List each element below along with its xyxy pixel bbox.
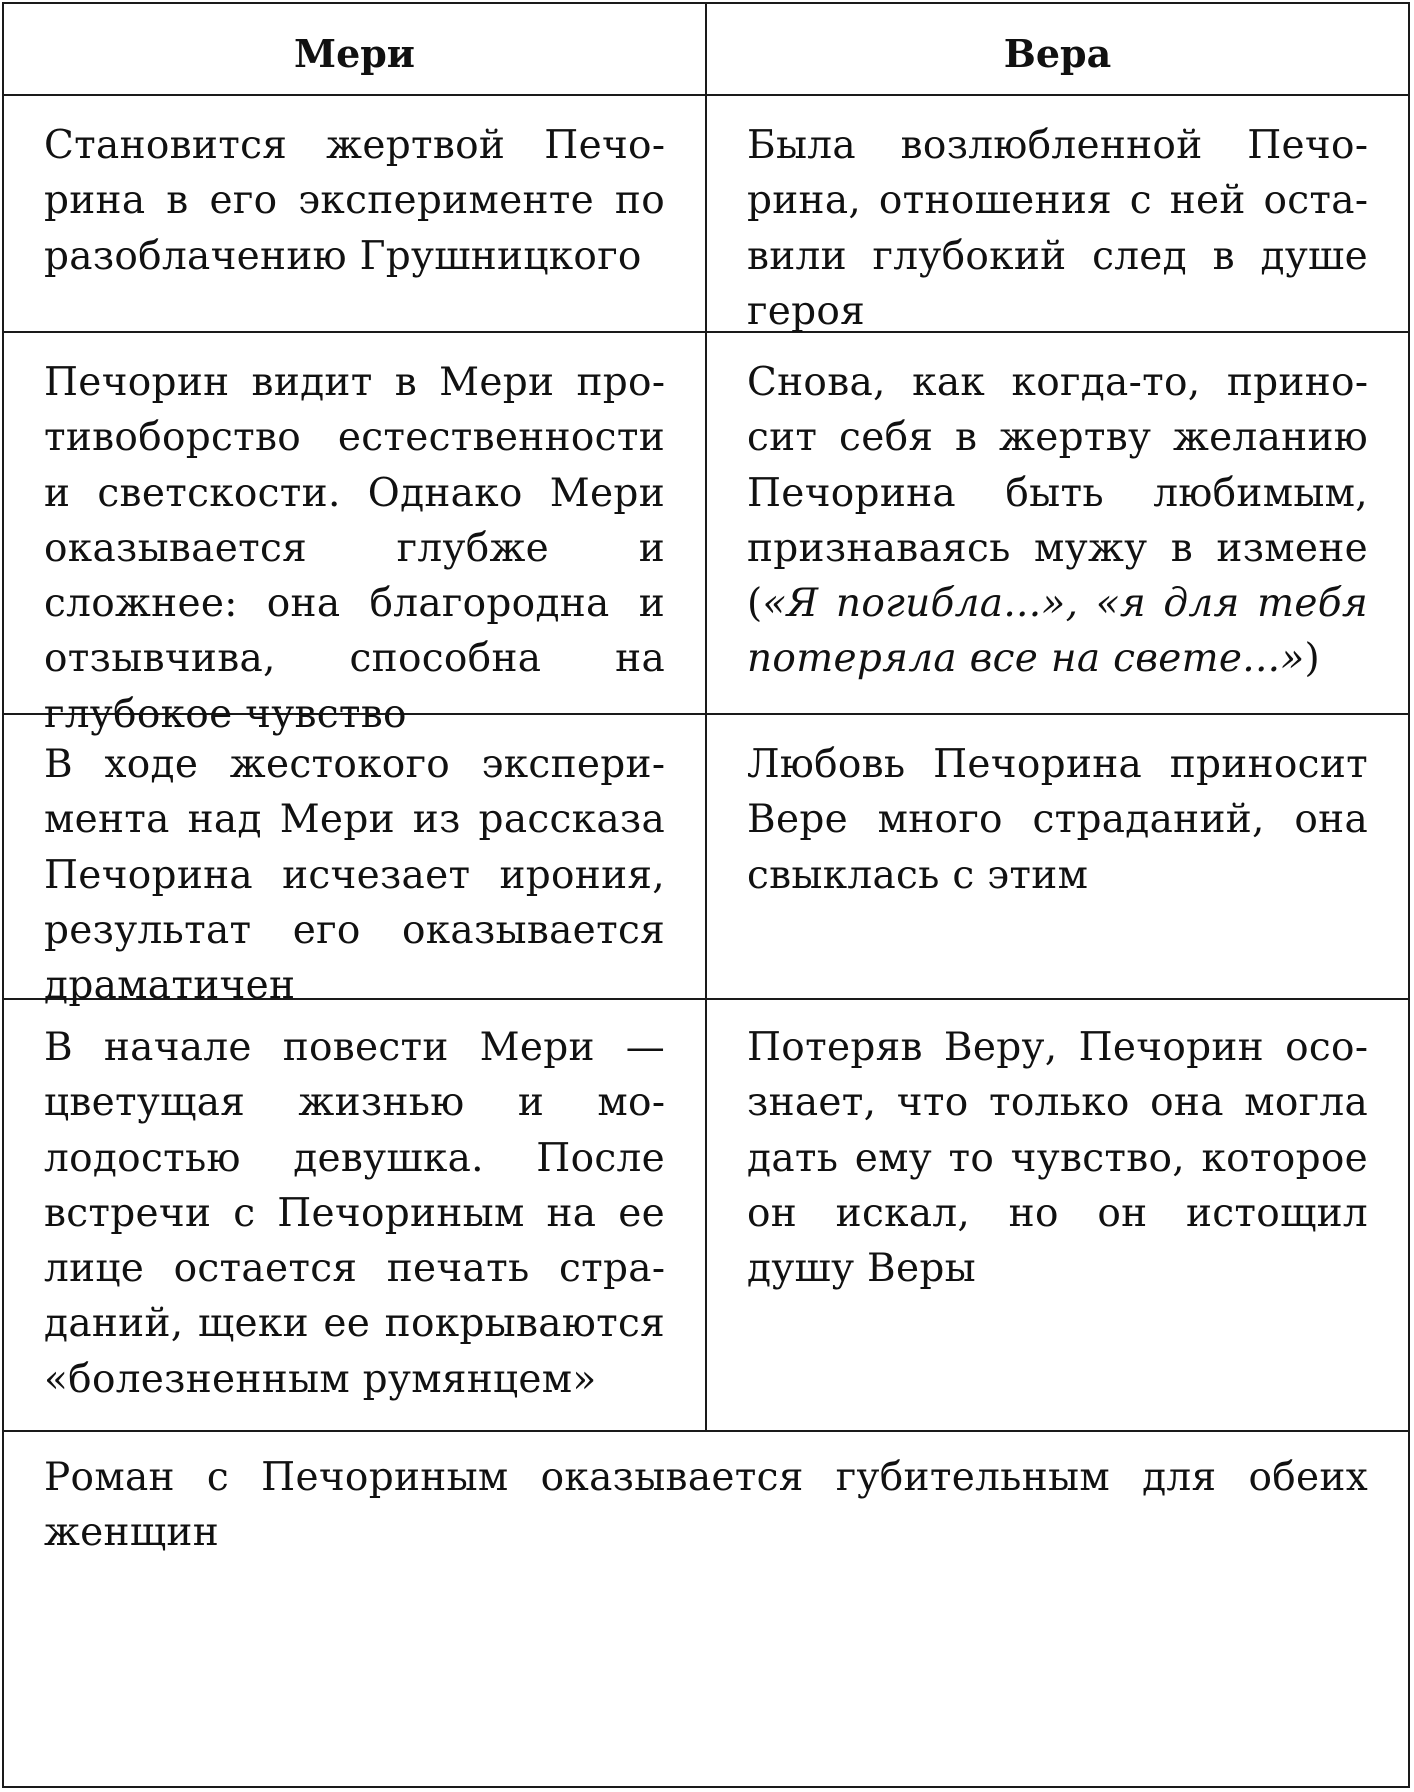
header-vera: Вера bbox=[1003, 31, 1112, 76]
table-row bbox=[4, 333, 1408, 737]
cell-text bbox=[747, 355, 1368, 687]
cell-text-suffix: ) bbox=[1304, 636, 1321, 682]
table-footer-row bbox=[4, 1432, 1408, 1785]
table-cell-mary bbox=[4, 333, 707, 737]
footer-text: Роман с Печориным оказывается губительным для обеих женщин bbox=[44, 1455, 1368, 1556]
cell-text: В ходе жестокого эксперимента над Мери из рассказа Печорина исчезает ирония, результат его оказывается драматичен bbox=[44, 742, 665, 1009]
table-row bbox=[4, 715, 1408, 1009]
table-row bbox=[4, 96, 1408, 333]
cell-text-quote: «Я погибла...», «я для тебя потеряла все на свете...» bbox=[747, 581, 1368, 682]
cell-text-prefix: Снова, как когда-то, приносит себя в жертву желанию Печорина быть любимым, признаваясь мужу в измене ( bbox=[747, 360, 1368, 627]
cell-text: Печорин видит в Мери противоборство естественности и светскости. Однако Мери оказывается глубже и сложнее: она благородна и отзывчива, способна на глубокое чувство bbox=[44, 360, 665, 737]
cell-text: Любовь Печорина приносит Вере много страданий, она свыклась с этим bbox=[747, 742, 1368, 898]
cell-text: В начале повести Мери — цветущая жизнью и молодостью девушка. После встречи с Печориным на ее лице остается печать страданий, щеки ее покрываются «болезненным румянцем» bbox=[44, 1025, 665, 1402]
table-cell-mary bbox=[4, 715, 707, 1009]
table-cell-vera bbox=[707, 715, 1408, 998]
table-cell-vera bbox=[707, 333, 1408, 713]
header-cell-vera bbox=[707, 4, 1408, 94]
table-row bbox=[4, 1000, 1408, 1432]
header-cell-mary bbox=[4, 4, 707, 94]
table-cell-mary bbox=[4, 96, 707, 331]
table-footer-cell bbox=[4, 1432, 1408, 1785]
cell-text: Была возлюбленной Печорина, отношения с ней оставили глубокий след в душе героя bbox=[747, 123, 1368, 334]
table-cell-vera bbox=[707, 1000, 1408, 1430]
cell-text: Потеряв Веру, Печорин осознает, что только она могла дать ему то чувство, которое он искал, но он истощил душу Веры bbox=[747, 1025, 1368, 1292]
header-mary: Мери bbox=[294, 31, 415, 76]
table-header-row bbox=[4, 4, 1408, 96]
table-cell-mary bbox=[4, 1000, 707, 1430]
table-cell-vera bbox=[707, 96, 1408, 334]
cell-text: Становится жертвой Печорина в его эксперименте по разоблачению Грушницкого bbox=[44, 123, 665, 279]
comparison-table bbox=[2, 2, 1410, 1788]
